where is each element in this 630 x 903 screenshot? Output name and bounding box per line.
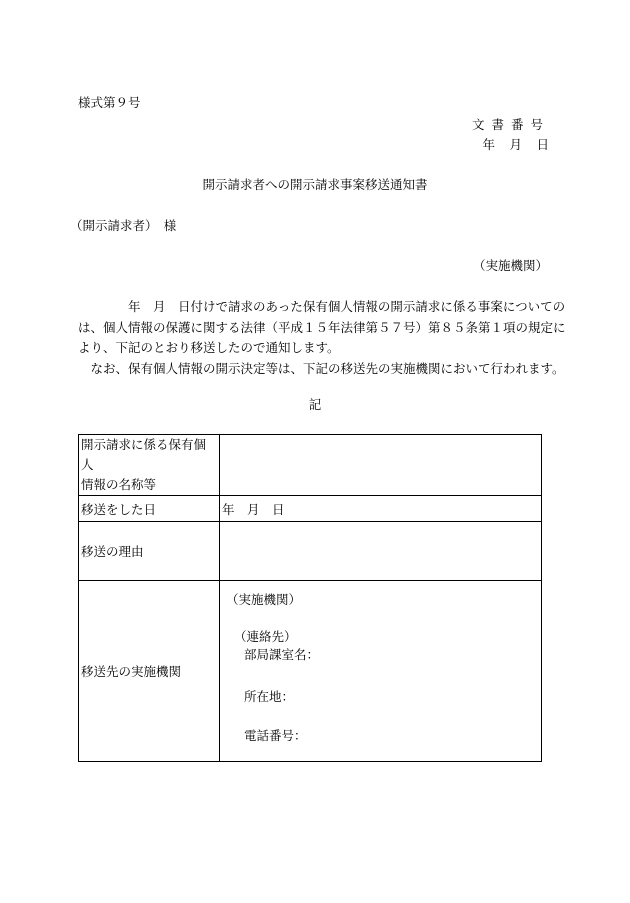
dest-agency: （実施機関）	[226, 592, 302, 607]
body-line: は、個人情報の保護に関する法律（平成１５年法律第５７号）第８５条第１項の規定に	[78, 319, 566, 335]
transfer-date-value: 年 月 日	[220, 496, 542, 522]
dest-phone: 電話番号：	[244, 728, 307, 743]
recipient: （開示請求者） 様	[70, 218, 177, 233]
document-number: 文書番号	[471, 117, 550, 132]
form-number: 様式第９号	[78, 95, 141, 110]
destination-agency-value	[220, 581, 542, 762]
body-text	[78, 297, 566, 379]
info-name-value	[220, 435, 542, 496]
transfer-reason-value	[220, 522, 542, 581]
destination-agency-label: 移送先の実施機関	[79, 581, 220, 762]
label-line: 開示請求に係る保有個人	[81, 437, 207, 472]
table-row	[79, 581, 542, 762]
body-line: 年 月 日付けで請求のあった保有個人情報の開示請求に係る事案についての	[78, 299, 566, 314]
record-heading: 記	[308, 397, 322, 412]
document-title: 開示請求者への開示請求事案移送通知書	[202, 177, 428, 192]
table-row	[79, 496, 542, 522]
sender-agency: （実施機関）	[472, 258, 548, 273]
transfer-details-table	[78, 434, 542, 762]
transfer-reason-label: 移送の理由	[79, 522, 220, 581]
dest-contact: （連絡先）	[234, 628, 297, 644]
body-line: なお、保有個人情報の開示決定等は、下記の移送先の実施機関において行われます。	[78, 360, 565, 376]
info-name-label	[79, 435, 220, 496]
body-line: より、下記のとおり移送したので通知します。	[78, 340, 340, 355]
table-row	[79, 522, 542, 581]
document-date: 年 月 日	[482, 137, 550, 152]
dest-address: 所在地：	[244, 688, 295, 704]
dest-dept: 部局課室名：	[244, 647, 320, 662]
label-line: 情報の名称等	[81, 477, 157, 492]
transfer-date-label: 移送をした日	[79, 496, 220, 522]
table-row	[79, 435, 542, 496]
